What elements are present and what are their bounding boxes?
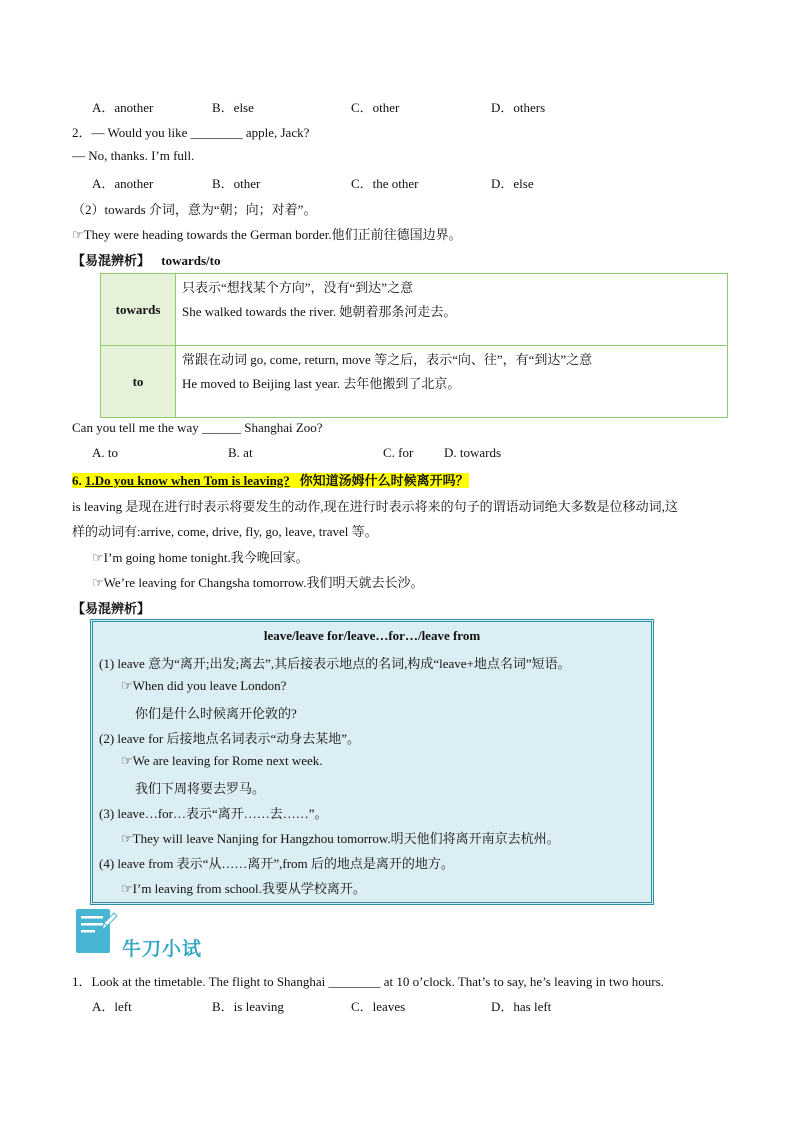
practice1-option-a: A. to (92, 445, 118, 460)
compare2-heading: 【易混辨析】 (72, 601, 151, 616)
q1-option-b: B．else (212, 100, 254, 115)
example-text: He moved to Beijing last year. 去年他搬到了北京。 (182, 376, 461, 391)
compare1-heading-prefix: 【易混辨析】 (72, 253, 151, 268)
leave-box-title: leave/leave for/leave…for…/leave from (263, 628, 481, 643)
list-item: (1) leave 意为“离开;出发;离去”,其后接表示地点的名词,构成“leave+地点名词”短语。 (99, 656, 571, 671)
list-item: 你们是什么时候离开伦敦的? (135, 706, 297, 721)
list-item: 我们下周将要去罗马。 (135, 781, 266, 796)
list-item: ☞When did you leave London? (121, 678, 287, 693)
exercise1-option-b: B．is leaving (212, 999, 284, 1014)
table-row (101, 346, 728, 418)
term-cell: to (101, 346, 176, 418)
point6-title: 1.Do you know when Tom is leaving? (85, 473, 290, 488)
q2-reply: — No, thanks. I’m full. (72, 148, 195, 163)
point6-heading (72, 470, 469, 489)
exercise1-option-c: C．leaves (351, 999, 406, 1014)
q2-option-d: D．else (491, 176, 534, 191)
exercise1-option-d: D．has left (491, 999, 552, 1014)
section-title: 牛刀小试 (122, 938, 203, 960)
compare1-heading-topic: towards/to (161, 253, 221, 268)
definition-text: 只表示“想找某个方向”，没有“到达”之意 (182, 280, 414, 295)
list-item: ☞We are leaving for Rome next week. (121, 753, 323, 768)
list-item: (3) leave…for…表示“离开……去……”。 (99, 806, 328, 821)
leave-comparison-box (90, 619, 654, 905)
list-item: (4) leave from 表示“从……离开”,from 后的地点是离开的地方。 (99, 856, 454, 871)
q1-option-a: A．another (92, 100, 154, 115)
term-cell: towards (101, 274, 176, 346)
towards-example: ☞They were heading towards the German border.他们正前往德国边界。 (72, 227, 462, 242)
list-item: (2) leave for 后接地点名词表示“动身去某地”。 (99, 731, 361, 746)
q1-option-c: C．other (351, 100, 400, 115)
practice1-option-d: D. towards (444, 445, 502, 460)
notepad-pencil-icon (74, 905, 118, 957)
point6-example1: ☞I’m going home tonight.我今晚回家。 (92, 550, 309, 565)
exercise1-stem: 1．Look at the timetable. The flight to Shanghai ________ at 10 o’clock. That’s to say, he’s leaving in two hours. (72, 974, 664, 989)
example-text: She walked towards the river. 她朝着那条河走去。 (182, 304, 457, 319)
compare1-heading (72, 250, 220, 269)
list-item: ☞They will leave Nanjing for Hangzhou tomorrow.明天他们将离开南京去杭州。 (121, 831, 560, 846)
exercise1-option-a: A．left (92, 999, 132, 1014)
q2-stem: 2．— Would you like ________ apple, Jack? (72, 125, 310, 140)
list-item: ☞I’m leaving from school.我要从学校离开。 (121, 881, 366, 896)
table-row (101, 274, 728, 346)
q2-option-b: B．other (212, 176, 261, 191)
q1-option-d: D．others (491, 100, 546, 115)
q2-option-a: A．another (92, 176, 154, 191)
point6-explain-line1: is leaving 是现在进行时表示将要发生的动作,现在进行时表示将来的句子的谓语动词绝大多数是位移动词,这 (72, 499, 678, 514)
point6-example2: ☞We’re leaving for Changsha tomorrow.我们明天就去长沙。 (92, 575, 424, 590)
point6-number: 6. (72, 473, 82, 488)
definition-cell (176, 274, 728, 346)
practice1-stem: Can you tell me the way ______ Shanghai Zoo? (72, 420, 323, 435)
definition-cell (176, 346, 728, 418)
definition-text: 常跟在动词 go, come, return, move 等之后，表示“向、往”，有“到达”之意 (182, 352, 593, 367)
q2-option-c: C．the other (351, 176, 419, 191)
towards-to-table (100, 273, 728, 418)
point6-title-cn: 你知道汤姆什么时候离开吗？ (299, 473, 469, 488)
point6-explain-line2: 样的动词有:arrive, come, drive, fly, go, leave, travel 等。 (72, 524, 378, 539)
towards-note: （2）towards 介词，意为“朝；向；对着”。 (72, 202, 317, 217)
practice1-option-b: B. at (228, 445, 253, 460)
practice1-option-c: C. for (383, 445, 414, 460)
